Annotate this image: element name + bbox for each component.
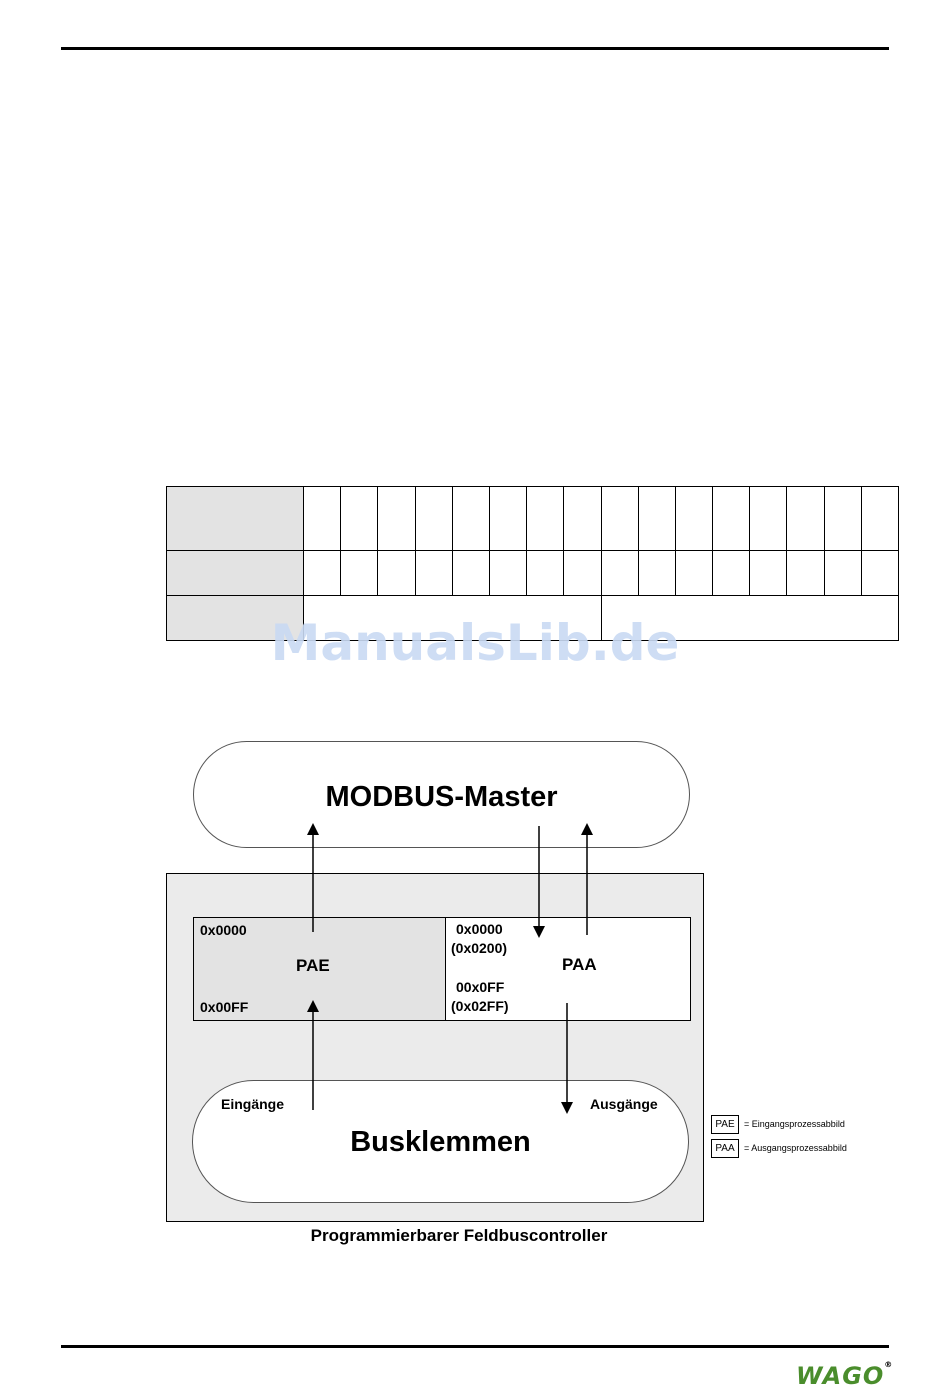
bit-cell xyxy=(787,551,824,596)
bit-cell xyxy=(861,551,898,596)
bit-cell xyxy=(675,551,712,596)
pae-label: PAE xyxy=(296,956,330,975)
bit-cell xyxy=(750,551,787,596)
pae-addr-end: 0x00FF xyxy=(200,999,249,1015)
table-row xyxy=(167,487,899,551)
bit-cell xyxy=(341,551,378,596)
bit-cell xyxy=(415,487,452,551)
inputs-label: Eingänge xyxy=(221,1096,285,1112)
table-row xyxy=(167,551,899,596)
row-header-cell xyxy=(167,487,304,551)
paa-label: PAA xyxy=(562,955,597,974)
bit-cell xyxy=(489,551,526,596)
wago-logo xyxy=(796,1362,893,1390)
bottom-rule xyxy=(61,1345,889,1348)
bit-cell xyxy=(601,551,638,596)
bit-cell xyxy=(564,551,601,596)
paa-addr-start: 0x0000 xyxy=(456,921,503,937)
legend-paa-abbr: PAA xyxy=(711,1139,739,1158)
top-rule xyxy=(61,47,889,50)
bit-cell xyxy=(452,487,489,551)
legend-paa-text: = Ausgangsprozessabbild xyxy=(744,1143,847,1153)
bit-cell xyxy=(489,487,526,551)
registered-mark: ® xyxy=(884,1360,894,1369)
row-header-cell xyxy=(167,551,304,596)
bit-cell xyxy=(341,487,378,551)
watermark: ManualsLib.de xyxy=(270,614,680,672)
bit-cell xyxy=(304,551,341,596)
bit-cell xyxy=(304,487,341,551)
pae-addr-start: 0x0000 xyxy=(200,922,247,938)
bit-cell xyxy=(415,551,452,596)
wago-logo-text: WAGO xyxy=(796,1362,885,1390)
bit-cell xyxy=(378,551,415,596)
busklemmen-label: Busklemmen xyxy=(350,1126,531,1158)
bit-cell xyxy=(527,551,564,596)
bit-cell xyxy=(861,487,898,551)
modbus-master-label: MODBUS-Master xyxy=(325,781,558,813)
bit-cell xyxy=(638,487,675,551)
paa-addr-end-alt: (0x02FF) xyxy=(451,998,509,1014)
bit-cell xyxy=(527,487,564,551)
paa-addr-start-alt: (0x0200) xyxy=(451,940,508,956)
bit-cell xyxy=(452,551,489,596)
paa-addr-end: 00x0FF xyxy=(456,979,505,995)
bit-cell xyxy=(638,551,675,596)
bit-cell xyxy=(601,487,638,551)
bit-cell xyxy=(750,487,787,551)
outputs-label: Ausgänge xyxy=(590,1096,658,1112)
bit-cell xyxy=(787,487,824,551)
bit-cell xyxy=(713,551,750,596)
legend-pae-abbr: PAE xyxy=(711,1115,739,1134)
bit-cell xyxy=(378,487,415,551)
bit-cell xyxy=(824,551,861,596)
diagram-caption: Programmierbarer Feldbuscontroller xyxy=(310,1226,608,1245)
bit-cell xyxy=(713,487,750,551)
legend-pae-text: = Eingangsprozessabbild xyxy=(744,1119,845,1129)
bit-cell xyxy=(675,487,712,551)
bit-cell xyxy=(564,487,601,551)
bit-cell xyxy=(824,487,861,551)
